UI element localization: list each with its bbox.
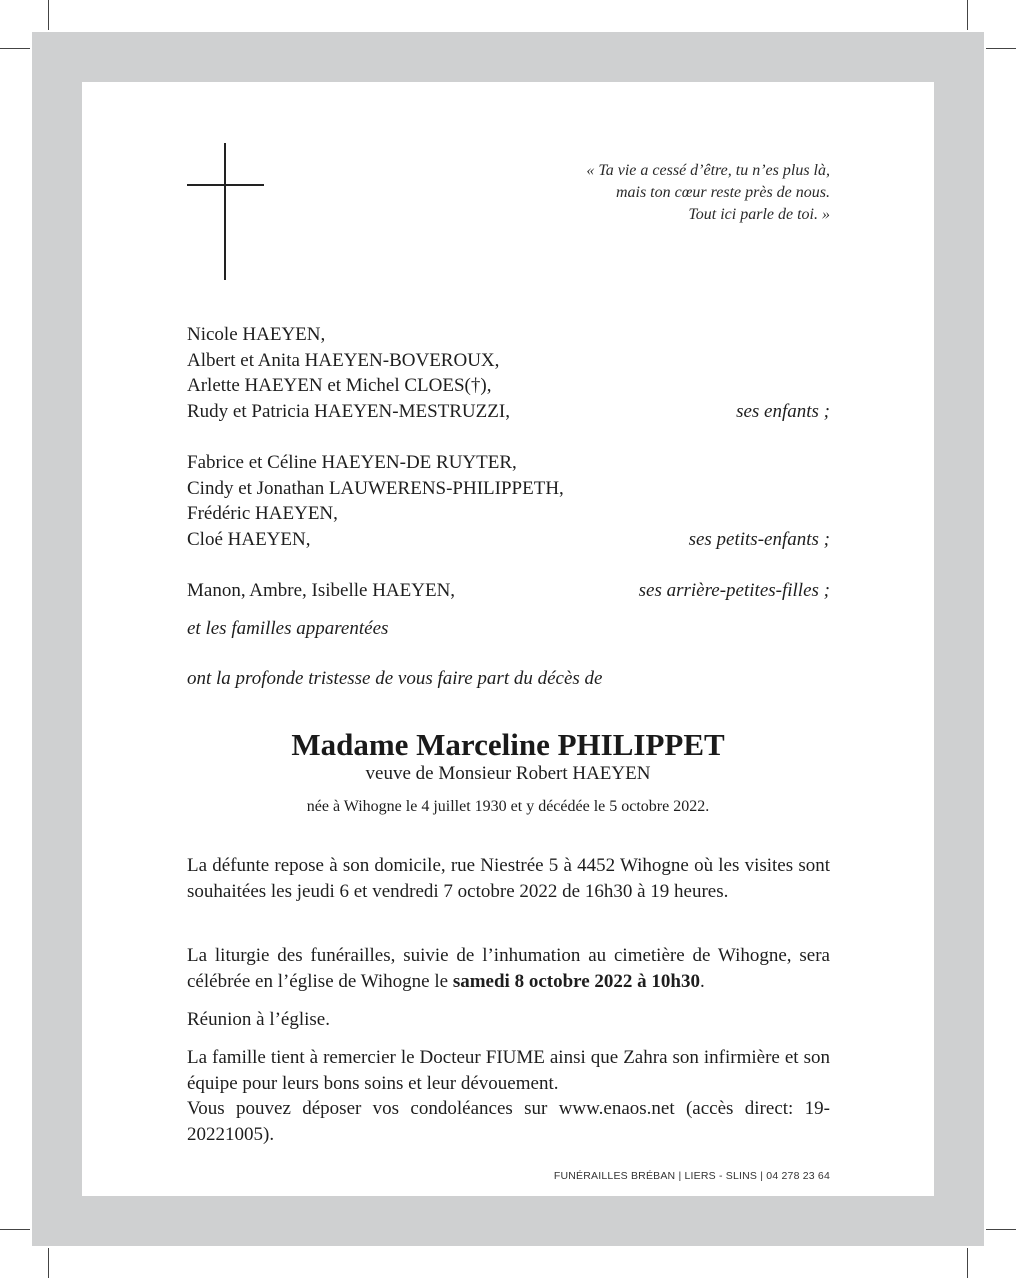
quote-line: Tout ici parle de toi. » bbox=[688, 206, 830, 223]
thanks-paragraph: La famille tient à remercier le Docteur FIUME ainsi que Zahra son infirmière et son équipe pour leurs bons soins et leur dévouement. bbox=[187, 1047, 830, 1094]
liturgy-text: La liturgie des funérailles, suivie de l’inhumation au cimetière de Wihogne, sera célébrée en l’église de Wihogne le bbox=[187, 945, 830, 992]
widow-of-line: veuve de Monsieur Robert HAEYEN bbox=[365, 763, 651, 784]
relative-name: Albert et Anita HAEYEN-BOVEROUX, bbox=[187, 349, 500, 371]
grandchildren-group bbox=[187, 450, 830, 552]
children-group bbox=[187, 322, 830, 424]
crop-mark-top-right bbox=[967, 0, 968, 30]
liturgy-paragraph bbox=[187, 943, 830, 994]
condolences-paragraph: Vous pouvez déposer vos condoléances sur www.enaos.net (accès direct: 19-20221005). bbox=[187, 1098, 830, 1145]
families-line: et les familles apparentées bbox=[187, 618, 389, 639]
funeral-home-footer: FUNÉRAILLES BRÉBAN | LIERS - SLINS | 04 278 23 64 bbox=[553, 1170, 830, 1182]
liturgy-end: . bbox=[700, 970, 705, 992]
relative-name-row bbox=[187, 399, 830, 425]
relative-name: Cindy et Jonathan LAUWERENS-PHILIPPETH, bbox=[187, 477, 564, 499]
relative-name: Fabrice et Céline HAEYEN-DE RUYTER, bbox=[187, 452, 517, 473]
relation-role: ses arrière-petites-filles ; bbox=[638, 580, 830, 601]
cross-icon-vertical bbox=[224, 143, 226, 280]
birth-death-line: née à Wihogne le 4 juillet 1930 et y décédée le 5 octobre 2022. bbox=[306, 798, 710, 815]
relative-name-row bbox=[187, 578, 830, 604]
crop-mark-right-top bbox=[986, 48, 1016, 49]
great-grandchildren-group bbox=[187, 578, 830, 604]
liturgy-date: samedi 8 octobre 2022 à 10h30 bbox=[452, 970, 700, 992]
meeting-paragraph: Réunion à l’église. bbox=[187, 1009, 330, 1030]
visit-paragraph: La défunte repose à son domicile, rue Niestrée 5 à 4452 Wihogne où les visites sont souhaitées les jeudi 6 et vendredi 7 octobre 2022 de 16h30 à 19 heures. bbox=[187, 855, 830, 902]
relative-name: Manon, Ambre, Isibelle HAEYEN, bbox=[187, 580, 456, 601]
quote-line: « Ta vie a cessé d’être, tu n’es plus là, bbox=[586, 162, 830, 179]
relative-name: Cloé HAEYEN, bbox=[187, 528, 311, 550]
deceased-name: Madame Marceline PHILIPPET bbox=[291, 727, 725, 762]
crop-mark-bottom-right bbox=[967, 1248, 968, 1278]
cross-icon-horizontal bbox=[187, 184, 264, 186]
relative-name-row bbox=[187, 527, 830, 553]
epigraph-quote bbox=[410, 160, 830, 226]
crop-mark-bottom-left bbox=[48, 1248, 49, 1278]
quote-line: mais ton cœur reste près de nous. bbox=[615, 184, 830, 201]
thanks-block bbox=[187, 1045, 830, 1147]
relation-role: ses enfants ; bbox=[736, 400, 830, 422]
relative-name: Nicole HAEYEN, bbox=[187, 324, 326, 345]
crop-mark-top-left bbox=[48, 0, 49, 30]
crop-mark-left-top bbox=[0, 48, 30, 49]
relative-name: Frédéric HAEYEN, bbox=[187, 503, 338, 524]
relative-name: Rudy et Patricia HAEYEN-MESTRUZZI, bbox=[187, 400, 510, 422]
relation-role: ses petits-enfants ; bbox=[688, 528, 830, 550]
relative-name: Arlette HAEYEN et Michel CLOES(†), bbox=[187, 375, 492, 396]
announcement-line: ont la profonde tristesse de vous faire part du décès de bbox=[187, 668, 603, 689]
crop-mark-right-bottom bbox=[986, 1229, 1016, 1230]
crop-mark-left-bottom bbox=[0, 1229, 30, 1230]
